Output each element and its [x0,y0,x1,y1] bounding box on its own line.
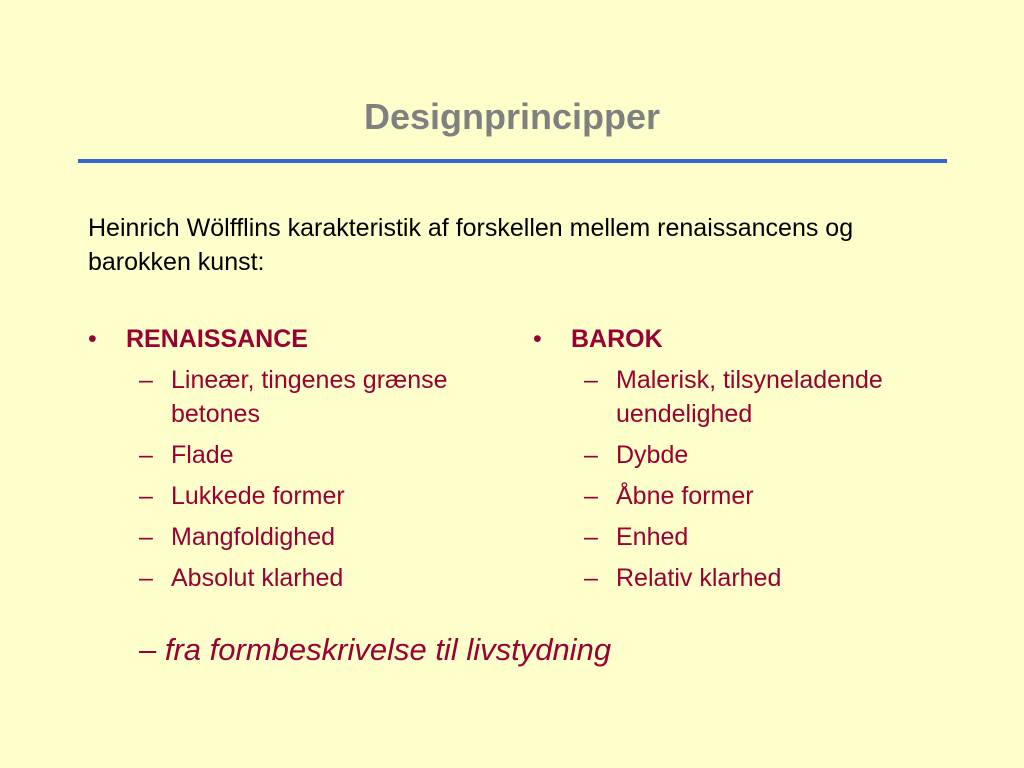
dash-icon: – [139,564,153,592]
list-item-text: Lineær, tingenes grænse betones [171,366,448,428]
dash-icon: – [584,523,598,551]
barok-heading-row [533,321,933,357]
renaissance-heading-row [88,321,488,357]
renaissance-column [88,321,488,602]
list-item [88,561,488,595]
slide-title: Designprincipper [363,96,661,137]
dash-icon: – [139,441,153,469]
intro-text: Heinrich Wölfflins karakteristik af forskellen mellem renaissancens og barokken kunst: [88,214,854,276]
list-item-text: Relativ klarhed [616,564,782,592]
list-item-text: Dybde [616,441,689,469]
bullet-icon: • [533,325,542,353]
footer-note: – fra formbeskrivelse til livstydning [139,632,612,667]
list-item [88,520,488,554]
dash-icon: – [139,366,153,394]
barok-list [533,363,933,595]
list-item [533,479,933,513]
dash-icon: – [584,564,598,592]
dash-icon: – [139,523,153,551]
list-item-text: Malerisk, tilsyneladende uendelighed [616,366,883,428]
title-divider [78,159,947,163]
list-item-text: Flade [171,441,234,469]
list-item [533,363,933,431]
dash-icon: – [584,441,598,469]
dash-icon: – [584,482,598,510]
renaissance-heading: RENAISSANCE [126,325,308,353]
list-item [88,363,488,431]
list-item [88,438,488,472]
list-item-text: Åbne former [616,482,754,510]
list-item-text: Absolut klarhed [171,564,344,592]
list-item-text: Mangfoldighed [171,523,336,551]
list-item [533,438,933,472]
list-item [88,479,488,513]
list-item [533,520,933,554]
bullet-icon: • [88,325,97,353]
dash-icon: – [139,482,153,510]
list-item [533,561,933,595]
dash-icon: – [584,366,598,394]
list-item-text: Lukkede former [171,482,345,510]
list-item-text: Enhed [616,523,689,551]
renaissance-list [88,363,488,595]
barok-heading: BAROK [571,325,663,353]
barok-column [533,321,933,602]
